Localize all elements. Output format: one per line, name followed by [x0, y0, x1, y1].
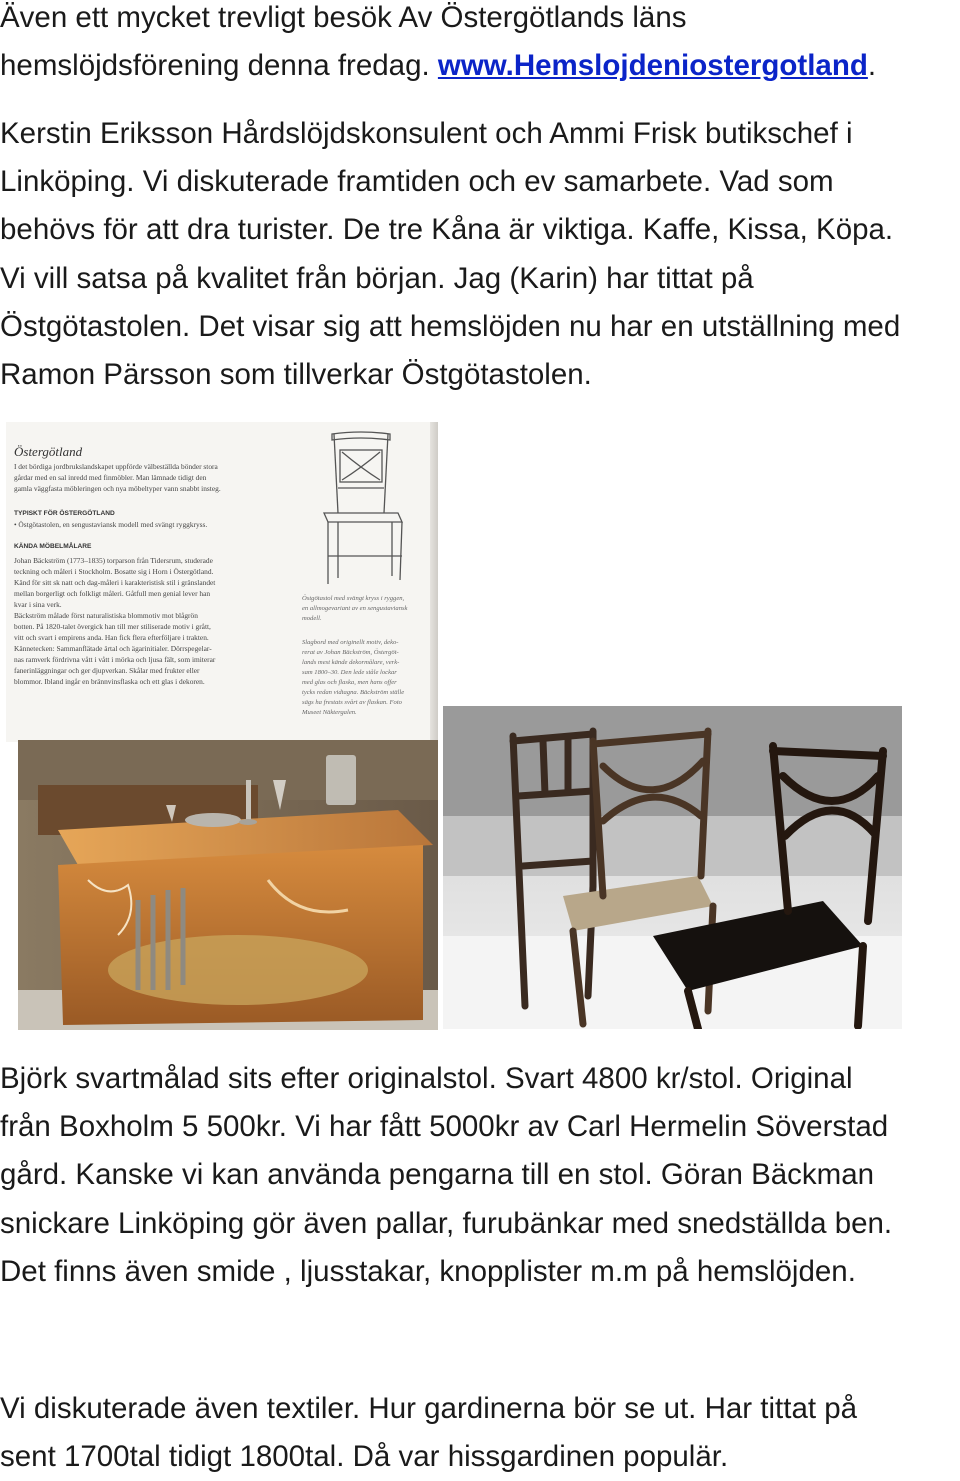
prices-line: Det finns även smide , ljusstakar, knopplister m.m på hemslöjden.: [0, 1254, 856, 1288]
textiles-paragraph: [0, 1385, 958, 1481]
prices-line: snickare Linköping gör även pallar, furubänkar med snedställda ben.: [0, 1206, 893, 1240]
book-caption-chair: Östgötastol med svängt kryss i ryggen,: [302, 595, 405, 602]
book-body-line: Johan Bäckström (1773–1835) torparson från Tidersrum, studerade: [14, 556, 213, 565]
textiles-line: sent 1700tal tidigt 1800tal. Då var hissgardinen populär.: [0, 1440, 729, 1474]
painted-chest-photo: [18, 740, 438, 1030]
visit-line: Kerstin Eriksson Hårdslöjdskonsulent och Ammi Frisk butikschef i: [0, 117, 853, 150]
book-caption-chair: en allmogevariant av en sengustaviansk: [302, 605, 408, 612]
book-intro-line: I det bördiga jordbrukslandskapet uppförde välbeställda bönder stora: [14, 462, 218, 471]
book-heading-painters: KÄNDA MÖBELMÅLARE: [14, 543, 92, 550]
chairs-illustration: [443, 706, 902, 1029]
book-caption-table: rerat av Johan Bäckström, Östergöt-: [302, 649, 399, 656]
book-caption-table: sägs ha frestats svårt av flaskan. Foto: [302, 699, 402, 706]
book-caption-table: med glas och flaska, men hans offer: [302, 679, 397, 686]
intro-line-1: Även ett mycket trevligt besök Av Östergötlands läns: [0, 1, 687, 34]
book-caption-chair: modell.: [302, 615, 322, 622]
book-body-line: teckning och måleri i Stockholm. Bosatte sig i Horn i Östergötland.: [14, 567, 214, 576]
book-page-scan: [6, 422, 438, 742]
prices-line: gård. Kanske vi kan använda pengarna till en stol. Göran Bäckman: [0, 1158, 875, 1192]
visit-line: Östgötastolen. Det visar sig att hemslöjden nu har en utställning med: [0, 309, 901, 343]
book-body-line: nas ramverk fördrivna vått i vått i mörka och ljusa fält, som imiterar: [14, 655, 216, 664]
prices-paragraph: [0, 1055, 958, 1296]
book-caption-table: Museet Näktergalen.: [302, 709, 357, 716]
visit-paragraph: [0, 110, 958, 399]
intro-line-2-end: .: [867, 49, 877, 83]
prices-line: Björk svartmålad sits efter originalstol. Svart 4800 kr/stol. Original: [0, 1062, 853, 1095]
book-intro-line: gamla väggfasta möbleringen och nya möbeltyper vann snabbt insteg.: [14, 484, 221, 493]
book-body-line: Kännetecken: Sammanflätade ärtal och ägarinitialer. Dörrspegelar-: [14, 644, 212, 653]
book-body-line: Bäckström målade först naturalistiska blommotiv mot blågrön: [14, 611, 198, 620]
hemslojden-link[interactable]: www.Hemslojdeniostergotland: [437, 49, 868, 83]
visit-line: Vi vill satsa på kvalitet från början. Jag (Karin) har tittat på: [0, 261, 754, 295]
book-body-line: blommor. Ibland ingår en brännvinsflaska och ett glas i dekoren.: [14, 677, 205, 686]
book-caption-table: tycks redan vidtagna. Bäckström ställe: [302, 689, 405, 696]
textiles-line: Vi diskuterade även textiler. Hur gardinerna bör se ut. Har tittat på: [0, 1392, 858, 1425]
painted-chest-illustration: [18, 740, 438, 1030]
book-body-line: fanerinläggningar och ger djupverkan. Skålar med frukter eller: [14, 666, 200, 675]
book-caption-table: sam 1800–30. Den lede ståle lockar: [302, 669, 397, 676]
book-body-line: botten. På 1820-talet övergick han till mer stiliserade motiv i grått,: [14, 622, 211, 631]
visit-line: Linköping. Vi diskuterade framtiden och ev samarbete. Vad som: [0, 165, 834, 199]
book-body-line: vitt och svart i empirens anda. Han fick flera efterföljare i trakten.: [14, 633, 209, 642]
book-caption-table: Slagbord med originellt motiv, deko-: [302, 639, 399, 646]
intro-paragraph: [0, 0, 958, 90]
prices-line: från Boxholm 5 500kr. Vi har fått 5000kr av Carl Hermelin Söverstad: [0, 1110, 889, 1144]
intro-line-2-text: hemslöjdsförening denna fredag.: [0, 49, 438, 83]
book-caption-table: lands mest kände dekormålare, verk-: [302, 659, 400, 666]
visit-line: behövs för att dra turister. De tre Kåna är viktiga. Kaffe, Kissa, Köpa.: [0, 213, 894, 247]
chairs-in-window-photo: [443, 706, 902, 1029]
visit-line: Ramon Pärsson som tillverkar Östgötastolen.: [0, 358, 592, 392]
book-title: Östergötland: [14, 444, 83, 459]
book-body-line: mellan borgerligt och folkligt måleri. Gåtfull men genial lever han: [14, 589, 211, 598]
book-body-line: kvar i sina verk.: [14, 600, 62, 609]
chair-drawing: [316, 428, 406, 588]
book-intro-line: gårdar med en sal inredd med finmöbler. Man lämnade tidigt den: [14, 473, 207, 482]
intro-line-2: [0, 42, 958, 90]
book-heading-typical: TYPISKT FÖR ÖSTERGÖTLAND: [14, 510, 115, 517]
book-body-line: Känd för sitt sk natt och dag-måleri i karakteristisk stil i gränslandet: [14, 578, 216, 587]
book-typical-line: • Östgötastolen, en sengustaviansk modell med svängt ryggkryss.: [14, 520, 208, 529]
